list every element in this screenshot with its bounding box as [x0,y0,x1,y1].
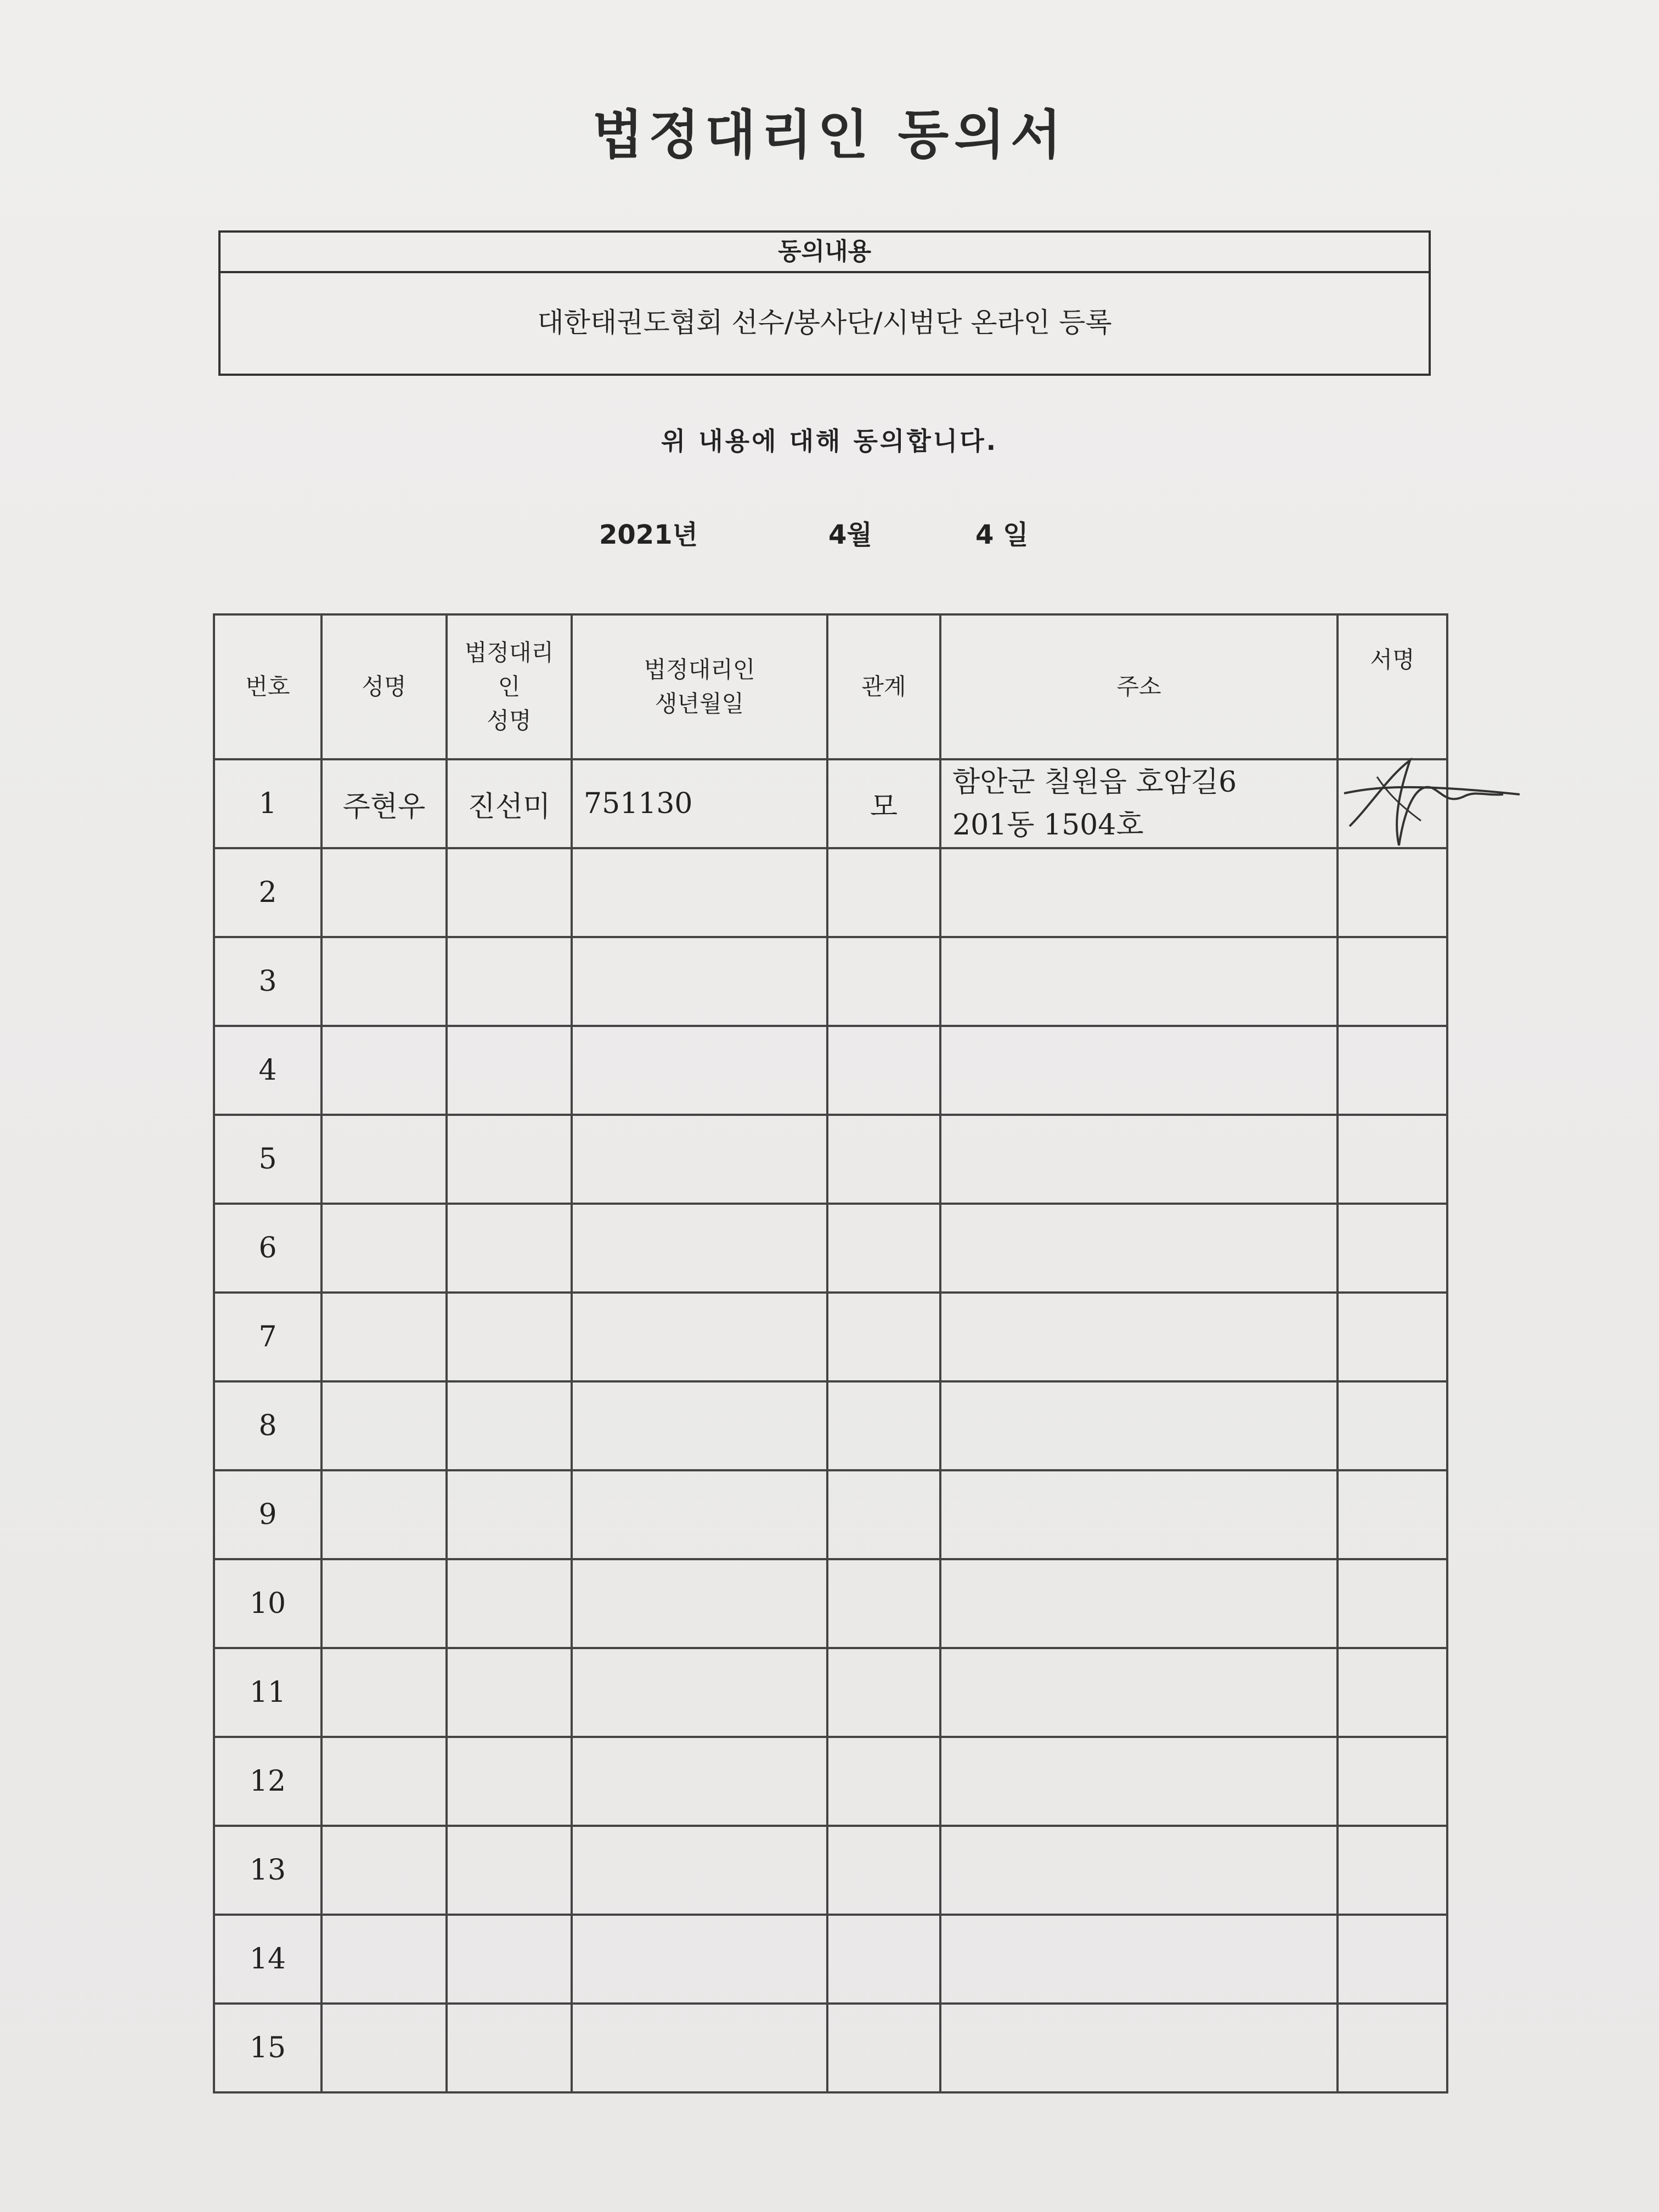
header-guardian-name-line: 법정대리 [464,639,554,666]
row-number: 8 [214,1381,321,1470]
child-name-cell[interactable] [321,1115,447,1204]
row-number: 9 [214,1470,321,1559]
table-row [214,1737,1447,1826]
child-name-cell[interactable] [321,1381,447,1470]
guardian-name-cell[interactable] [447,1826,572,1915]
relation-cell[interactable] [827,937,940,1026]
row-number: 7 [214,1293,321,1381]
child-name-cell[interactable] [321,1470,447,1559]
address-cell[interactable] [940,1381,1338,1470]
signature-cell[interactable] [1338,1204,1447,1293]
child-name-cell[interactable] [321,1826,447,1915]
table-row [214,1826,1447,1915]
row-number: 4 [214,1026,321,1115]
date-year: 2021년 [599,520,698,550]
guardian-birth-cell[interactable] [572,1293,827,1381]
child-name-cell[interactable] [321,2004,447,2092]
child-name-cell[interactable] [321,1915,447,2004]
relation-cell[interactable] [827,1470,940,1559]
signature-cell[interactable] [1338,1026,1447,1115]
guardian-birth-cell[interactable] [572,1915,827,2004]
header-guardian-name-line: 인 [498,673,521,700]
child-name-cell[interactable] [321,1648,447,1737]
address-cell [940,759,1338,848]
relation-cell[interactable] [827,1559,940,1648]
child-name-cell[interactable] [321,1026,447,1115]
row-number: 14 [214,1915,321,2004]
header-guardian-name [447,614,572,759]
address-cell[interactable] [940,1648,1338,1737]
table-row [214,2004,1447,2092]
child-name-cell[interactable] [321,1559,447,1648]
signature-scribble [1339,744,1525,854]
guardian-birth-cell[interactable] [572,848,827,937]
guardian-name-cell[interactable] [447,1915,572,2004]
relation-cell[interactable] [827,1204,940,1293]
consent-table [213,613,1448,2094]
signature-cell[interactable] [1338,848,1447,937]
table-row [214,1381,1447,1470]
relation-cell[interactable] [827,1826,940,1915]
row-number: 13 [214,1826,321,1915]
guardian-name-cell[interactable] [447,1470,572,1559]
header-no: 번호 [214,614,321,759]
child-name-cell[interactable] [321,937,447,1026]
relation-cell[interactable] [827,848,940,937]
header-address: 주소 [940,614,1338,759]
table-row [214,759,1447,848]
signature-cell[interactable] [1338,1559,1447,1648]
address-line: 201동 1504호 [952,809,1144,842]
signature-cell[interactable] [1338,2004,1447,2092]
guardian-name-cell[interactable] [447,1559,572,1648]
document-title: 법정대리인 동의서 [592,104,1067,166]
guardian-birth-cell[interactable] [572,1559,827,1648]
child-name-cell[interactable] [321,1737,447,1826]
date-month: 4월 [828,520,872,550]
address-cell[interactable] [940,1559,1338,1648]
header-signature: 서명 [1338,614,1447,759]
table-row [214,1204,1447,1293]
relation-cell: 모 [827,759,940,848]
table-row [214,1559,1447,1648]
guardian-name-cell[interactable] [447,1648,572,1737]
signature-cell[interactable] [1338,1381,1447,1470]
signature-cell[interactable] [1338,1115,1447,1204]
table-row [214,848,1447,937]
header-relation: 관계 [827,614,940,759]
address-cell[interactable] [940,1826,1338,1915]
consent-box [218,230,1431,376]
row-number: 3 [214,937,321,1026]
child-name-cell[interactable] [321,848,447,937]
table-row [214,1026,1447,1115]
guardian-birth-cell[interactable] [572,1648,827,1737]
address-cell[interactable] [940,1204,1338,1293]
consent-content: 대한태권도협회 선수/봉사단/시범단 온라인 등록 [537,307,1112,338]
signature-cell[interactable] [1338,1648,1447,1737]
table-header-row [214,614,1447,759]
address-cell[interactable] [940,1293,1338,1381]
guardian-birth-cell[interactable] [572,1026,827,1115]
row-number: 6 [214,1204,321,1293]
signature-cell[interactable] [1338,1737,1447,1826]
child-name-cell: 주현우 [321,759,447,848]
relation-cell[interactable] [827,2004,940,2092]
table-row [214,1470,1447,1559]
header-guardian-birth-line: 생년월일 [654,690,744,717]
guardian-birth-cell[interactable] [572,1381,827,1470]
row-number: 12 [214,1737,321,1826]
guardian-name-cell: 진선미 [447,759,572,848]
guardian-name-cell[interactable] [447,937,572,1026]
table-row [214,1648,1447,1737]
guardian-name-cell[interactable] [447,1115,572,1204]
guardian-name-cell[interactable] [447,848,572,937]
relation-cell[interactable] [827,1293,940,1381]
guardian-birth-cell[interactable] [572,937,827,1026]
row-number: 15 [214,2004,321,2092]
guardian-name-cell[interactable] [447,1293,572,1381]
guardian-birth-cell[interactable] [572,2004,827,2092]
guardian-birth-cell[interactable] [572,1115,827,1204]
table-row [214,1115,1447,1204]
relation-cell[interactable] [827,1648,940,1737]
row-number: 10 [214,1559,321,1648]
relation-cell[interactable] [827,1026,940,1115]
signature-cell[interactable] [1338,1293,1447,1381]
relation-cell[interactable] [827,1915,940,2004]
table-row [214,1915,1447,2004]
relation-cell[interactable] [827,1115,940,1204]
row-number: 2 [214,848,321,937]
signature-cell[interactable] [1338,1826,1447,1915]
relation-cell[interactable] [827,1737,940,1826]
guardian-name-cell[interactable] [447,1737,572,1826]
header-guardian-birth-line: 법정대리인 [644,656,755,683]
address-cell[interactable] [940,848,1338,937]
relation-cell[interactable] [827,1381,940,1470]
signature-cell [1338,759,1447,848]
guardian-birth-cell: 751130 [572,759,827,848]
guardian-birth-cell[interactable] [572,1737,827,1826]
child-name-cell[interactable] [321,1293,447,1381]
address-cell[interactable] [940,1915,1338,2004]
consent-heading: 동의내용 [221,233,1429,273]
header-guardian-name-line: 성명 [487,707,532,734]
address-cell[interactable] [940,2004,1338,2092]
table-row [214,937,1447,1026]
row-number: 1 [214,759,321,848]
signature-cell[interactable] [1338,1915,1447,2004]
address-cell[interactable] [940,1737,1338,1826]
address-cell[interactable] [940,937,1338,1026]
guardian-name-cell[interactable] [447,1381,572,1470]
address-cell[interactable] [940,1470,1338,1559]
table-row [214,1293,1447,1381]
address-line: 함안군 칠원읍 호암길6 [952,766,1237,799]
address-cell[interactable] [940,1026,1338,1115]
agree-statement: 위 내용에 대해 동의합니다. [661,426,998,456]
guardian-name-cell[interactable] [447,2004,572,2092]
guardian-name-cell[interactable] [447,1026,572,1115]
header-guardian-birth [572,614,827,759]
guardian-birth-cell[interactable] [572,1470,827,1559]
date-day: 4 일 [975,520,1029,550]
guardian-name-cell[interactable] [447,1204,572,1293]
guardian-birth-cell[interactable] [572,1826,827,1915]
signature-cell[interactable] [1338,937,1447,1026]
row-number: 11 [214,1648,321,1737]
guardian-birth-cell[interactable] [572,1204,827,1293]
signature-cell[interactable] [1338,1470,1447,1559]
header-name: 성명 [321,614,447,759]
row-number: 5 [214,1115,321,1204]
child-name-cell[interactable] [321,1204,447,1293]
address-cell[interactable] [940,1115,1338,1204]
